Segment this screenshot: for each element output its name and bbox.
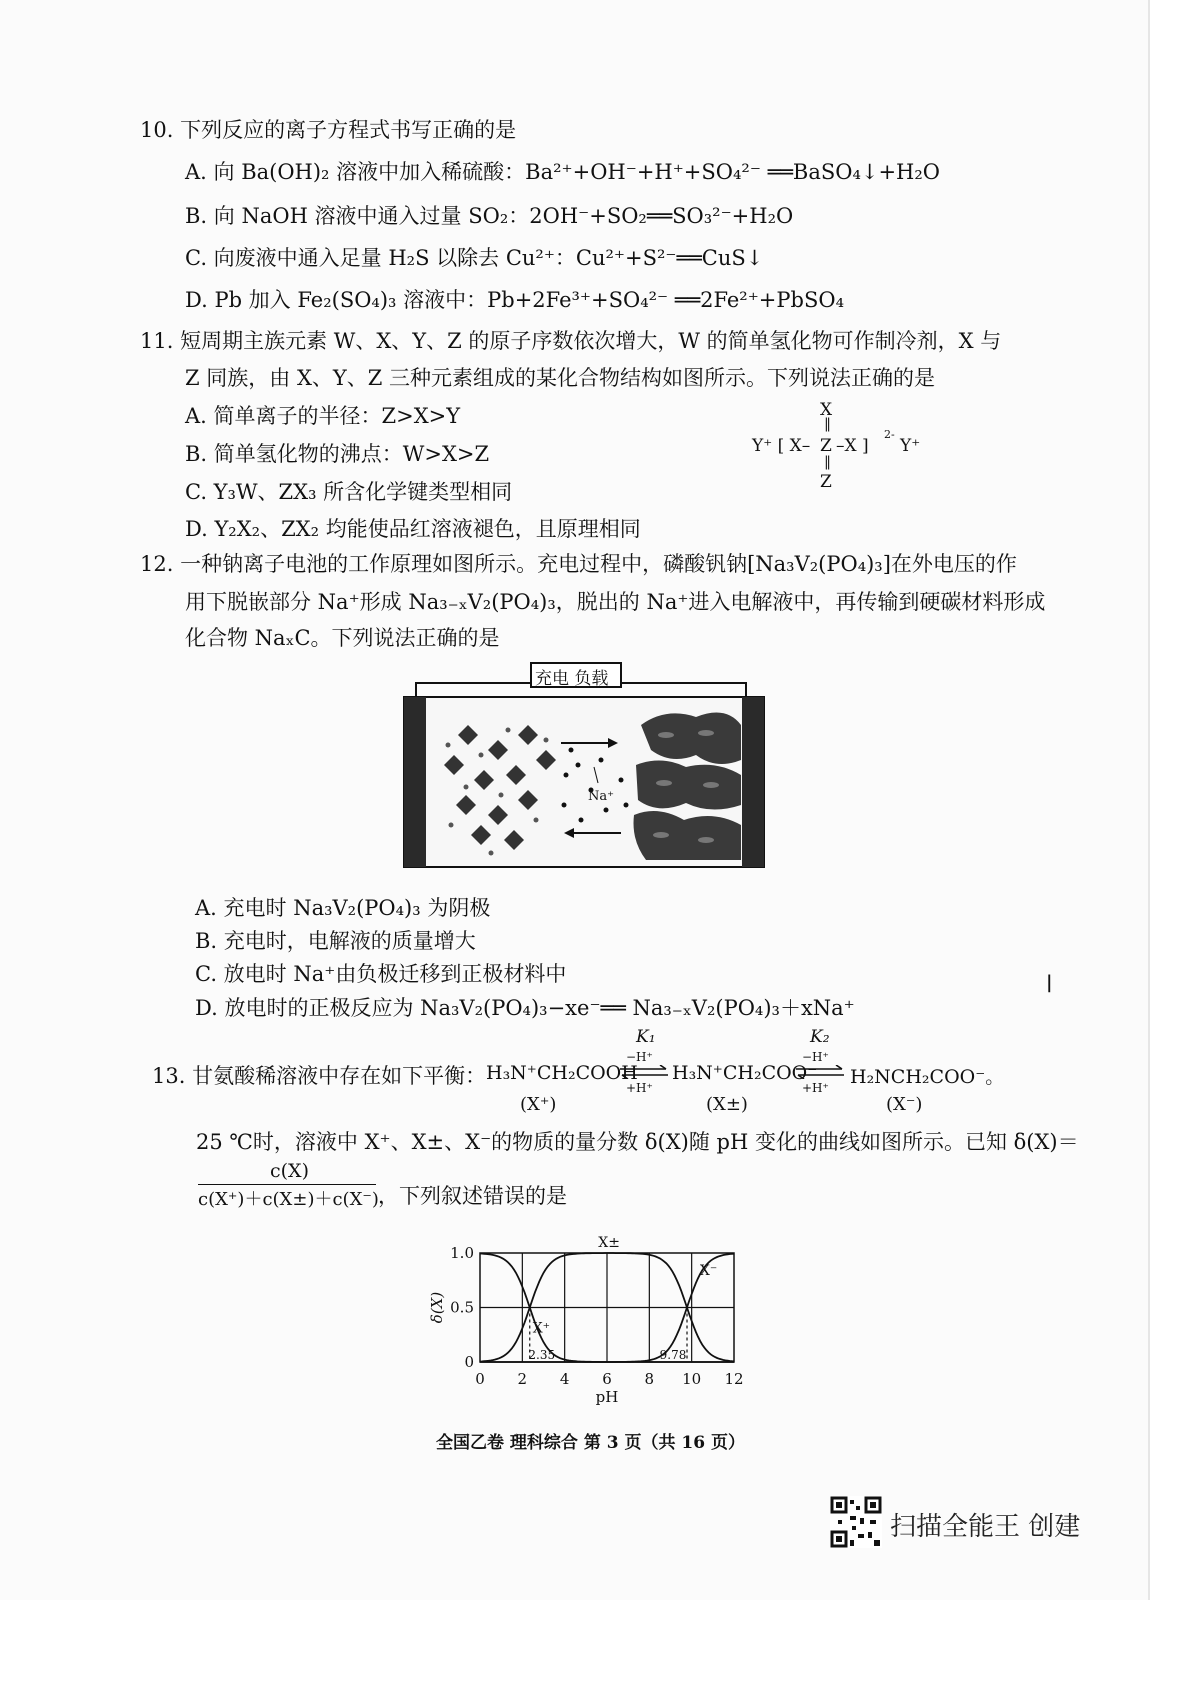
x-tick-label: 12	[724, 1370, 744, 1388]
y-tick-label: 0	[464, 1353, 474, 1371]
structure-charge: 2-	[884, 428, 895, 441]
structure-right: –X ]	[836, 436, 869, 456]
q13-k1: K₁	[636, 1027, 656, 1047]
x-tick-label: 2	[517, 1370, 528, 1388]
q12-stem-line3: 化合物 NaₓC。下列说法正确的是	[185, 626, 500, 650]
q13-fraction-denominator: c(X⁺)＋c(X±)＋c(X⁻)	[198, 1189, 379, 1210]
q13-cond-top-1: −H⁺	[626, 1050, 653, 1064]
x-axis-label: pH	[595, 1388, 619, 1405]
qr-code-icon	[830, 1496, 882, 1548]
page-footer: 全国乙卷 理科综合 第 3 页（共 16 页）	[436, 1433, 745, 1453]
q11-stem-line1: 11. 短周期主族元素 W、X、Y、Z 的原子序数依次增大，W 的简单氢化物可作制冷剂，X 与	[140, 329, 1002, 353]
load-label: 充电 负载	[535, 669, 609, 689]
q10-option-b: B. 向 NaOH 溶液中通入过量 SO₂：2OH⁻+SO₂══SO₃²⁻+H₂O	[185, 204, 794, 228]
q12-option-b: B. 充电时，电解液的质量增大	[195, 929, 476, 953]
q13-k2: K₂	[810, 1027, 830, 1047]
x-tick-label: 0	[475, 1370, 485, 1388]
q13-label-x-minus: (X⁻)	[886, 1094, 923, 1115]
delta-ph-chart	[420, 1225, 770, 1405]
q11-option-a: A. 简单离子的半径：Z>X>Y	[185, 404, 461, 428]
q12-option-c: C. 放电时 Na⁺由负极迁移到正极材料中	[195, 962, 567, 986]
series-label-x-minus: X⁻	[699, 1262, 718, 1279]
q13-species-2: H₃N⁺CH₂COO⁻	[672, 1062, 818, 1084]
q13-species-1: H₃N⁺CH₂COOH	[486, 1062, 638, 1084]
structure-left: Y⁺ [ X–	[752, 436, 811, 456]
pka-label: 9.78	[659, 1348, 687, 1362]
structure-double-bond-bottom: ‖	[824, 454, 831, 470]
q10-option-c: C. 向废液中通入足量 H₂S 以除去 Cu²⁺：Cu²⁺+S²⁻══CuS↓	[185, 246, 764, 270]
q11-option-b: B. 简单氢化物的沸点：W>X>Z	[185, 442, 490, 466]
series-label-x-zwitter: X±	[598, 1235, 620, 1251]
q13-fraction-numerator: c(X)	[270, 1160, 309, 1182]
q13-equilibrium-arrow-2	[794, 1065, 846, 1079]
structure-double-bond-top: ‖	[824, 416, 831, 432]
q10-option-d: D. Pb 加入 Fe₂(SO₄)₃ 溶液中：Pb+2Fe³⁺+SO₄²⁻ ══2Fe²⁺+PbSO₄	[185, 288, 844, 312]
hard-carbon-material	[634, 713, 742, 861]
structure-cation: Y⁺	[900, 436, 921, 456]
x-tick-label: 8	[644, 1370, 655, 1388]
q13-lead: 13. 甘氨酸稀溶液中存在如下平衡：	[152, 1064, 487, 1088]
q12-option-d: D. 放电时的正极反应为 Na₃V₂(PO₄)₃−xe⁻══ Na₃₋ₓV₂(PO₄)₃＋xNa⁺	[195, 996, 855, 1020]
q12-option-a: A. 充电时 Na₃V₂(PO₄)₃ 为阴极	[195, 896, 491, 920]
q11-option-c: C. Y₃W、ZX₃ 所含化学键类型相同	[185, 480, 513, 504]
y-tick-label: 0.5	[450, 1298, 474, 1317]
y-axis-label: δ(X)	[428, 1291, 446, 1324]
q13-species-3: H₂NCH₂COO⁻。	[850, 1066, 1005, 1088]
y-tick-label: 1.0	[450, 1244, 474, 1262]
q13-line3: ，下列叙述错误的是	[378, 1184, 567, 1208]
q11-option-d: D. Y₂X₂、ZX₂ 均能使品红溶液褪色，且原理相同	[185, 517, 641, 541]
q11-stem-line2: Z 同族，由 X、Y、Z 三种元素组成的某化合物结构如图所示。下列说法正确的是	[185, 366, 936, 390]
q13-cond-top-2: −H⁺	[802, 1050, 829, 1064]
q13-cond-bottom-1: +H⁺	[626, 1081, 653, 1095]
structure-center-atom: Z	[820, 436, 832, 456]
na-ion-label: Na⁺	[588, 789, 614, 804]
structure-bottom-atom: Z	[820, 472, 832, 492]
q13-cond-bottom-2: +H⁺	[802, 1081, 829, 1095]
q12-stem-line1: 12. 一种钠离子电池的工作原理如图所示。充电过程中，磷酸钒钠[Na₃V₂(PO₄)₃]在外电压的作	[140, 552, 1017, 576]
x-tick-label: 10	[682, 1370, 702, 1388]
margin-mark: |	[1046, 972, 1053, 993]
pka-label: 2.35	[528, 1348, 556, 1362]
q10-option-a: A. 向 Ba(OH)₂ 溶液中加入稀硫酸：Ba²⁺+OH⁻+H⁺+SO₄²⁻ ══BaSO₄↓+H₂O	[185, 160, 941, 184]
right-electrode	[742, 697, 764, 867]
scanner-watermark: 扫描全能王 创建	[890, 1512, 1081, 1542]
q13-label-x-zwitter: (X±)	[706, 1094, 748, 1115]
q13-equilibrium-arrow-1	[618, 1065, 670, 1079]
q12-stem-line2: 用下脱嵌部分 Na⁺形成 Na₃₋ₓV₂(PO₄)₃，脱出的 Na⁺进入电解液中，再传输到硬碳材料形成	[185, 590, 1046, 614]
q13-line2: 25 ℃时，溶液中 X⁺、X±、X⁻的物质的量分数 δ(X)随 pH 变化的曲线如图所示。已知 δ(X)＝	[196, 1130, 1079, 1154]
structure-top-atom: X	[820, 400, 833, 420]
q10-stem: 10. 下列反应的离子方程式书写正确的是	[140, 118, 517, 142]
x-tick-label: 6	[602, 1370, 612, 1388]
q13-label-x-plus: (X⁺)	[520, 1094, 557, 1115]
series-label-x-plus: X⁺	[532, 1320, 551, 1337]
left-electrode	[404, 697, 426, 867]
x-tick-label: 4	[559, 1370, 570, 1388]
